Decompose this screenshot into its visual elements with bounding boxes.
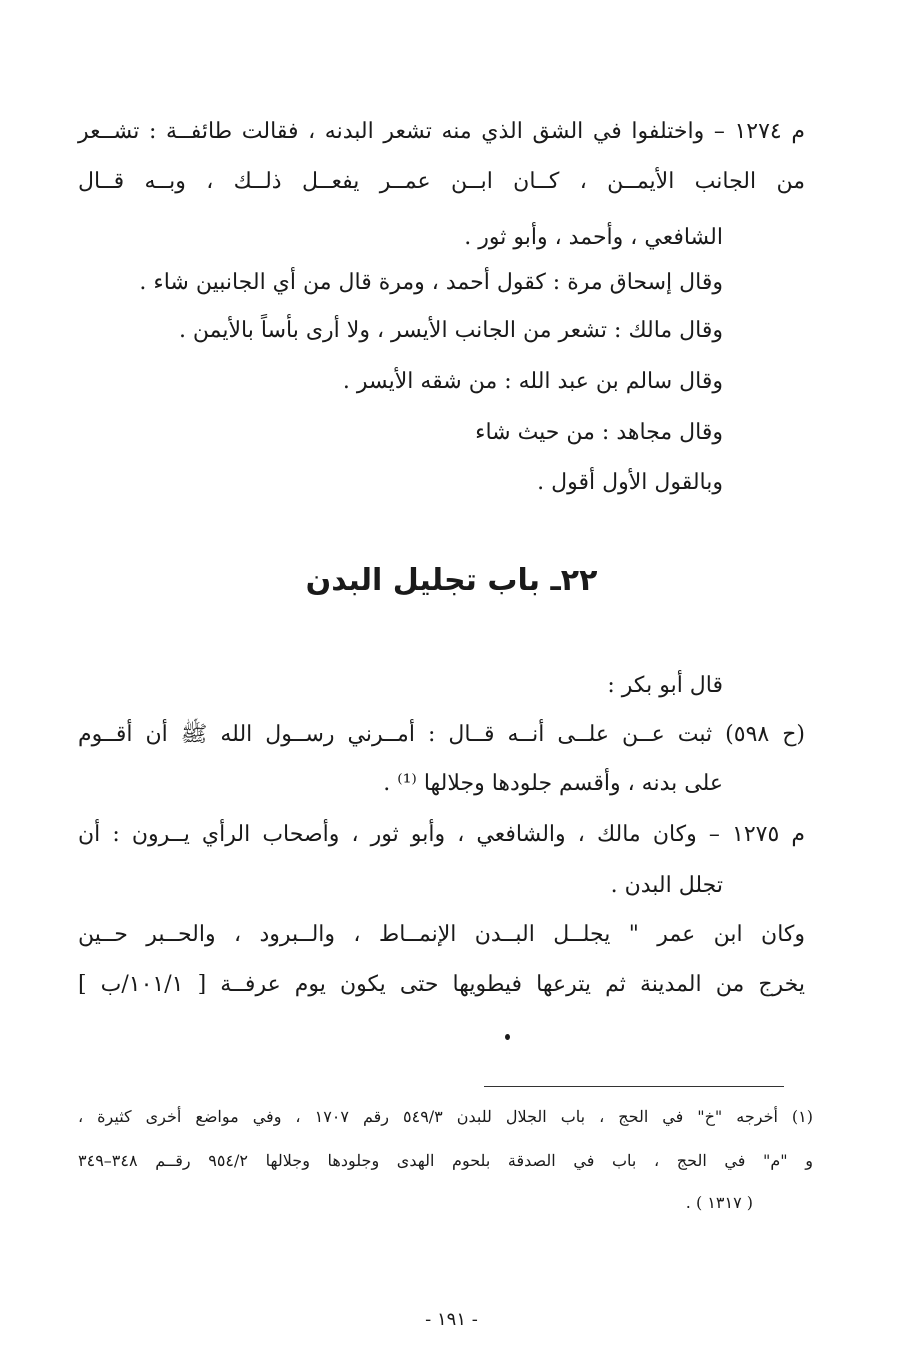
hadith-598-line-1: (ح ٥٩٨) ثبت عــن علــى أنــه قــال : أمــرني رســول الله ﷺ أن أقــوم <box>78 722 806 747</box>
ibn-umar-line-2: يخرج من المدينة ثم يترعها فيطويها حتى يكون يوم عرفــة [ ١٠١/١/ب ] <box>78 972 805 997</box>
opinion-mujahid: وقال مجاهد : من حيث شاء <box>475 420 723 445</box>
paragraph-1275-line-2: تجلل البدن . <box>610 873 723 898</box>
footnote-separator <box>484 1086 784 1087</box>
hadith-598-line-2: على بدنه ، وأقسم جلودها وجلالها ⁽¹⁾ . <box>383 771 723 796</box>
author-opinion: وبالقول الأول أقول . <box>537 470 723 495</box>
footnote-1-line-3: ( ١٣١٧ ) . <box>685 1193 753 1212</box>
opinion-salim: وقال سالم بن عبد الله : من شقه الأيسر . <box>342 369 723 394</box>
abu-bakr-intro: قال أبو بكر : <box>607 673 723 698</box>
opinion-ishaq: وقال إسحاق مرة : كقول أحمد ، ومرة قال من أي الجانبين شاء . <box>139 270 723 295</box>
chapter-heading: ٢٢ـ باب تجليل البدن <box>305 563 598 598</box>
paragraph-1274-line-2: من الجانب الأيمــن ، كــان ابــن عمــر يفعــل ذلــك ، وبــه قــال <box>78 169 805 194</box>
page-number: - ١٩١ - <box>425 1309 478 1330</box>
ink-dot <box>505 1034 510 1040</box>
opinion-malik: وقال مالك : تشعر من الجانب الأيسر ، ولا أرى بأساً بالأيمن . <box>178 318 723 343</box>
footnote-1-line-1: (١) أخرجه "خ" في الحج ، باب الجلال للبدن ٥٤٩/٣ رقم ١٧٠٧ ، وفي مواضع أخرى كثيرة ، <box>78 1107 814 1126</box>
ibn-umar-line-1: وكان ابن عمر " يجلــل البــدن الإنمــاط ، والــبرود ، والحــبر حــين <box>78 922 805 947</box>
paragraph-1275-line-1: م ١٢٧٥ – وكان مالك ، والشافعي ، وأبو ثور ، وأصحاب الرأي يــرون : أن <box>78 822 805 847</box>
footnote-1-line-2: و "م" في الحج ، باب في الصدقة بلحوم الهدى وجلودها وجلالها ٩٥٤/٢ رقــم ٣٤٨–٣٤٩ <box>78 1151 813 1170</box>
paragraph-1274-line-1: م ١٢٧٤ – واختلفوا في الشق الذي منه تشعر البدنه ، فقالت طائفــة : تشــعر <box>78 119 805 144</box>
paragraph-1274-line-3: الشافعي ، وأحمد ، وأبو ثور . <box>464 225 723 250</box>
